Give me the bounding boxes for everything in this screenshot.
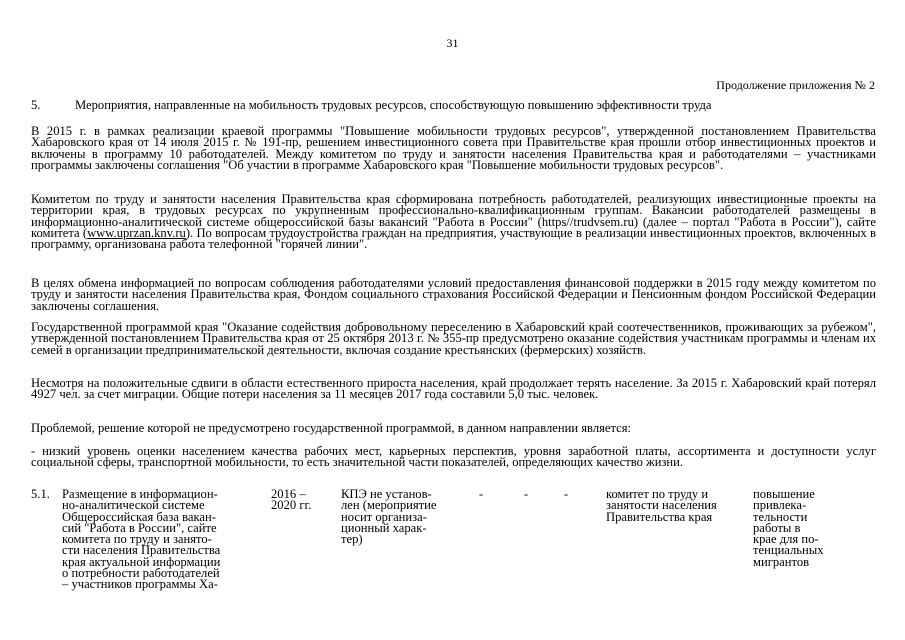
row-description-line: о потребности работодателей [62,566,220,581]
committee-site-link[interactable]: www.uprzan.knv.ru [87,225,186,240]
paragraph-population-loss: Несмотря на положительные сдвиги в области естественного прироста населения, край продолжает терять население. За 2015 г. Хабаровский край потерял 4927 чел. за счет миграции. Общие потери населения за 11 месяцев 2017 года составили 5,0 тыс. человек. [31,376,876,402]
row-executor-line: Правительства края [606,509,713,524]
row-description-line: – участников программы Ха- [62,577,218,592]
row-value-dash-2: - [523,487,529,501]
row-indicator [341,489,456,545]
row-description-line: Общероссийская база вакан- [62,509,216,524]
paragraph-problem-item: - низкий уровень оценки населением качества рабочих мест, карьерных перспектив, уровня заработной платы, ассортимента и доступности услуг социальной сферы, транспортной мобильности, то есть значительной части показателей, определяющих качество жизни. [31,444,876,470]
paragraph-agreements: В целях обмена информацией по вопросам соблюдения работодателями условий предоставления финансовой поддержки в 2015 году между комитетом по труду и занятости населения Правительства края, Фондом социального страхования Российской Федерации и Пенсионным фондом Российской Федерации заключены соглашения. [31,276,876,313]
row-value-dash-1: - [478,487,484,501]
appendix-note: Продолжение приложения № 2 [716,78,875,92]
row-description-line: но-аналитической системе [62,498,205,513]
row-executor-line: занятости населения [606,498,717,513]
row-result-line: мигрантов [753,554,810,569]
row-indicator-line: лен (мероприятие [341,498,437,513]
section-heading [31,98,712,113]
row-period-line: 2016 – [271,487,306,501]
row-result [753,489,843,568]
row-indicator-line: носит организа- [341,509,427,524]
row-indicator-line: ционный харак- [341,520,427,535]
section-title: Мероприятия, направленные на мобильность трудовых ресурсов, способствующую повышению эффективности труда [75,98,712,112]
row-description-line: края актуальной информации [62,554,221,569]
row-indicator-line: тер) [341,532,363,547]
row-result-line: работы в [753,520,801,535]
row-description-line: сти населения Правительства [62,543,221,558]
row-value-dash-3: - [563,487,569,501]
paragraph-problem: Проблемой, решение которой не предусмотрено государственной программой, в данном направлении является: [31,421,632,435]
paragraph-vacancies-text: Комитетом по труду и занятости населения Правительства края сформирована потребность работодателей, реализующих инвестиционные проекты на территории края, в трудовых ресурсах по укрупненным профессионально-квалификационным группам. Вакансии работодателей размещены в информационно-аналитической системе общероссийской базы вакансий "Работа в России" (https//trudvsem.ru) (далее – портал "Работа в России"), сайте комитета ( [31,192,876,240]
row-description-line: сий "Работа в России", сайте [62,520,217,535]
row-result-line: крае для по- [753,532,819,547]
paragraph-program-mobility: В 2015 г. в рамках реализации краевой программы "Повышение мобильности трудовых ресурсов", утвержденной постановлением Правительства Хабаровского края от 14 июля 2015 г. № 191-пр, решением инвестиционного совета при Правительстве края прошли отбор инвестиционных проектов и включены в программу 10 работодателей. Между комитетом по труду и занятости населения Правительства края и работодателями – участниками программы заключены соглашения "Об участии в программе Хабаровского края "Повышение мобильности трудовых ресурсов". [31,124,876,172]
page-number: 31 [446,36,459,50]
row-result-line: привлека- [753,498,807,513]
row-result-line: повышение [753,487,815,501]
row-indicator-line: КПЭ не установ- [341,487,432,501]
section-number: 5. [31,98,41,112]
row-description [62,489,286,591]
row-executor [606,489,761,523]
row-period-line: 2020 гг. [271,498,312,513]
paragraph-vacancies [31,194,876,250]
row-result-line: тельности [753,509,808,524]
row-number: 5.1. [31,487,50,501]
row-description-line: комитета по труду и занято- [62,532,212,547]
row-period [271,489,326,512]
paragraph-vacancies-text-end: ). По вопросам трудоустройства граждан на предприятия, участвующие в реализации инвестиционных проектов, включенных в программу, организована работа телефонной "горячей линии". [31,225,876,252]
paragraph-resettlement: Государственной программой края "Оказание содействия добровольному переселению в Хабаровский край соотечественников, проживающих за рубежом", утвержденной постановлением Правительства края от 25 октября 2013 г. № 355-пр предусмотрено оказание содействия участникам программы и членам их семей в организации предпринимательской деятельности, включая создание крестьянских (фермерских) хозяйств. [31,320,876,357]
row-executor-line: комитет по труду и [606,487,709,501]
row-description-line: Размещение в информацион- [62,487,218,501]
row-result-line: тенциальных [753,543,824,558]
